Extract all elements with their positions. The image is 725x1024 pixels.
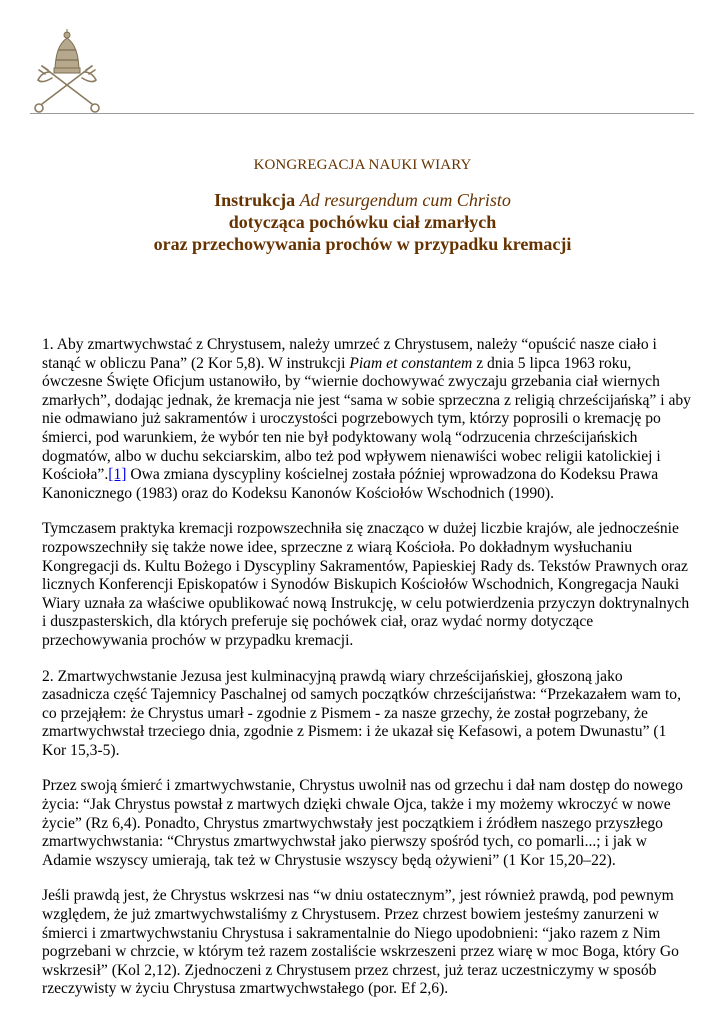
paragraph-2: Tymczasem praktyka kremacji rozpowszechniła się znacząco w dużej liczbie krajów, ale jednocześnie rozpowszechniły się także nowe idee, sprzeczne z wiarą Kościoła. Po dokładnym wysłuchaniu Kongregacji ds. Kultu Bożego i Dyscypliny Sakramentów, Papieskiej Rady ds. Tekstów Prawnych oraz licznych Konferencji Episkopatów i Synodów Biskupich Kościołów Wschodnich, Kongregacja Nauki Wiary uznała za właściwe opublikować nową Instrukcję, w celu potwierdzenia przyczyn doktrynalnych i duszpasterskich, dla których preferuje się pochówek ciał, oraz wydać normy dotyczące przechowywania prochów w przypadku kremacji. — [42, 520, 690, 649]
paragraph-3: 2. Zmartwychwstanie Jezusa jest kulminacyjną prawdą wiary chrześcijańskiej, głoszoną jako zasadnicza część Tajemnicy Paschalnej od samych początków chrześcijaństwa: “Przekazałem wam to, co przejąłem: że Chrystus umarł - zgodnie z Pismem - za nasze grzechy, że został pogrzebany, że zmartwychwstał trzeciego dnia, zgodnie z Pismem: i że ukazał się Kefasowi, a potem Dwunastu” (1 Kor 15,3-5). — [42, 667, 681, 759]
title-latin: Ad resurgendum cum Christo — [299, 190, 511, 210]
document-subtitle-line-1: dotycząca pochówku ciał zmarłych — [228, 212, 497, 232]
document-reference: Piam et constantem — [349, 354, 473, 372]
document-body — [42, 336, 692, 1016]
footnote-link-1[interactable]: [1] — [108, 466, 127, 484]
paragraph-1: 1. Aby zmartwychwstać z Chrystusem, należy umrzeć z Chrystusem, należy “opuścić nasze ciało i stanąć w obliczu Pana” (2 Kor 5,8). W instrukcji Piam et constantem z dnia 5 lipca 1963 roku, ówczesne Święte Oficjum ustanowiło, by “wiernie dochowywać zwyczaju grzebania ciał wiernych zmarłych”, dodając jednak, że kremacja nie jest “sama w sobie sprzeczna z religią chrześcijańską” i aby nie odmawiano już sakramentów i uroczystości pogrzebowych tym, którzy poprosili o kremację po śmierci, pod warunkiem, że wybór ten nie był podyktowany wolą “odrzucenia chrześcijańskich dogmatów, albo w duchu sekciarskim, albo też pod wpływem nienawiści wobec religii katolickiej i Kościoła”.[1] Owa zmiana dyscypliny kościelnej została później wprowadzona do Kodeksu Prawa Kanonicznego (1983) oraz do Kodeksu Kanonów Kościołów Wschodnich (1990). — [42, 336, 691, 502]
header-divider — [30, 113, 694, 114]
paragraph-5: Jeśli prawdą jest, że Chrystus wskrzesi nas “w dniu ostatecznym”, jest również prawdą, pod pewnym względem, że już zmartwychwstaliśmy z Chrystusem. Przez chrzest bowiem jesteśmy zanurzeni w śmierci i zmartwychwstaniu Chrystusa i sakramentalnie do Niego upodobnieni: “jako razem z Nim pogrzebani w chrzcie, w którym też razem zostaliście wskrzeszeni przez wiarę w moc Boga, który Go wskrzesił” (Kol 2,12). Zjednoczeni z Chrystusem przez chrzest, już teraz uczestniczymy w sposób rzeczywisty w życiu Chrystusa zmartwychwstałego (por. Ef 2,6). — [42, 887, 679, 998]
title-prefix: Instrukcja — [214, 190, 296, 210]
document-subtitle-line-2: oraz przechowywania prochów w przypadku kremacji — [153, 234, 572, 254]
document-title — [0, 190, 725, 211]
papal-keys-tiara-icon — [28, 28, 106, 114]
congregation-name: KONGREGACJA NAUKI WIARY — [253, 157, 472, 173]
paragraph-4: Przez swoją śmierć i zmartwychwstanie, Chrystus uwolnił nas od grzechu i dał nam dostęp do nowego życia: “Jak Chrystus powstał z martwych dzięki chwale Ojca, także i my możemy wkroczyć w nowe życie” (Rz 6,4). Ponadto, Chrystus zmartwychwstały jest początkiem i źródłem naszego przyszłego zmartwychwstania: “Chrystus zmartwychwstał jako pierwszy spośród tych, co pomarli...; i jak w Adamie wszyscy umierają, tak też w Chrystusie wszyscy będą ożywieni” (1 Kor 15,20–22). — [42, 777, 683, 869]
